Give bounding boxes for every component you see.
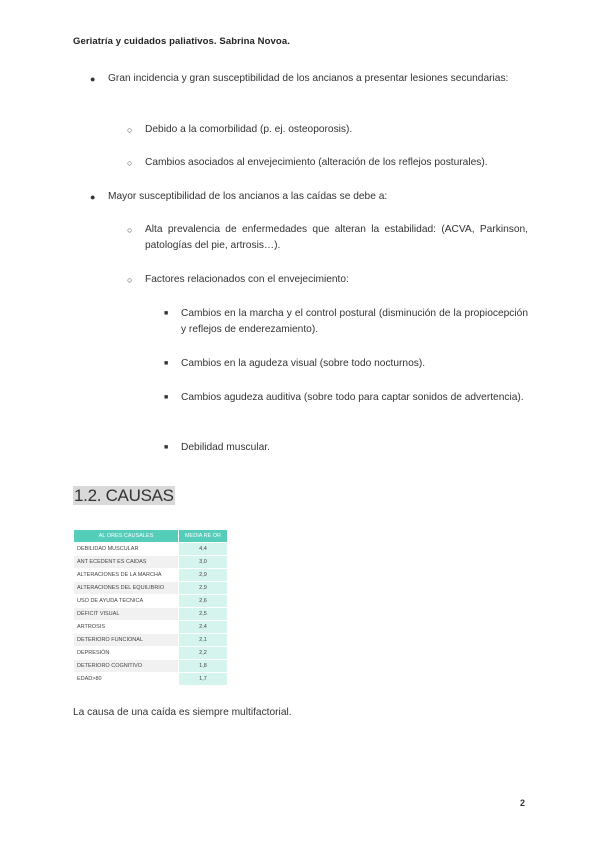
value-cell: 1,8: [179, 660, 228, 673]
value-cell: 4,4: [179, 543, 228, 556]
cause-cell: DETERIORO COGNITIVO: [74, 660, 179, 673]
bullet-circle-icon: ○: [127, 158, 133, 168]
value-cell: 2,2: [179, 647, 228, 660]
cause-cell: USO DE AYUDA TECNICA: [74, 595, 179, 608]
table-row: [74, 569, 228, 582]
bullet-text: Cambios en la agudeza visual (sobre todo nocturnos).: [181, 358, 426, 369]
causes-table: [73, 529, 228, 686]
bullet-text: Cambios en la marcha y el control postural (disminución de la propiocepción y reflejos de enderezamiento).: [181, 308, 528, 335]
bullet-text: Mayor susceptibilidad de los ancianos a las caídas se debe a:: [108, 191, 388, 202]
value-cell: 2,6: [179, 595, 228, 608]
table-row: [74, 582, 228, 595]
cause-cell: DETERIORO FUNCIONAL: [74, 634, 179, 647]
table-header-row: [74, 530, 228, 543]
table-row: [74, 595, 228, 608]
table-header-cell: MEDIA RE OR: [179, 530, 228, 543]
bullet-square-icon: ■: [164, 394, 169, 401]
cause-cell: DEPRESIÓN: [74, 647, 179, 660]
bullet-circle-icon: ○: [127, 275, 133, 285]
cause-cell: ARTROSIS: [74, 621, 179, 634]
value-cell: 2,1: [179, 634, 228, 647]
cause-cell: DEBILIDAD MUSCULAR: [74, 543, 179, 556]
bullet-text: Debido a la comorbilidad (p. ej. osteoporosis).: [145, 124, 353, 135]
value-cell: 2,4: [179, 621, 228, 634]
table-row: [74, 543, 228, 556]
bullet-disc-icon: ●: [90, 192, 96, 202]
table-header-cell: AL ORES CAUSALES: [74, 530, 179, 543]
table-row: [74, 647, 228, 660]
value-cell: 1,7: [179, 673, 228, 686]
table-row: [74, 621, 228, 634]
cause-cell: ALTERACIONES DEL EQUILIBRIO: [74, 582, 179, 595]
bullet-square-icon: ■: [164, 444, 169, 451]
bullet-text: Factores relacionados con el envejecimiento:: [145, 274, 349, 285]
value-cell: 3,0: [179, 556, 228, 569]
conclusion-text: La causa de una caída es siempre multifactorial.: [73, 707, 292, 718]
cause-cell: EDAD>80: [74, 673, 179, 686]
section-title: 1.2. CAUSAS: [74, 486, 174, 505]
document-header: Geriatría y cuidados paliativos. Sabrina Novoa.: [73, 36, 290, 47]
page-number: 2: [520, 798, 526, 808]
cause-cell: DÉFICIT VISUAL: [74, 608, 179, 621]
bullet-text: Gran incidencia y gran susceptibilidad de los ancianos a presentar lesiones secundarias:: [108, 73, 509, 84]
cause-cell: ALTERACIONES DE LA MARCHA: [74, 569, 179, 582]
table-row: [74, 660, 228, 673]
bullet-disc-icon: ●: [90, 74, 96, 84]
bullet-circle-icon: ○: [127, 225, 133, 235]
table-row: [74, 673, 228, 686]
table-row: [74, 634, 228, 647]
table-row: [74, 608, 228, 621]
value-cell: 2,9: [179, 569, 228, 582]
bullet-square-icon: ■: [164, 310, 169, 317]
cause-cell: ANT ECEDENT ES CAIDAS: [74, 556, 179, 569]
bullet-square-icon: ■: [164, 360, 169, 367]
table-row: [74, 556, 228, 569]
bullet-text: Cambios agudeza auditiva (sobre todo para captar sonidos de advertencia).: [181, 392, 524, 403]
bullet-text: Cambios asociados al envejecimiento (alteración de los reflejos posturales).: [145, 157, 488, 168]
value-cell: 2,5: [179, 608, 228, 621]
bullet-circle-icon: ○: [127, 125, 133, 135]
value-cell: 2,9: [179, 582, 228, 595]
bullet-text: Debilidad muscular.: [181, 442, 270, 453]
bullet-text: Alta prevalencia de enfermedades que alteran la estabilidad: (ACVA, Parkinson, patologías del pie, artrosis…).: [145, 224, 528, 251]
